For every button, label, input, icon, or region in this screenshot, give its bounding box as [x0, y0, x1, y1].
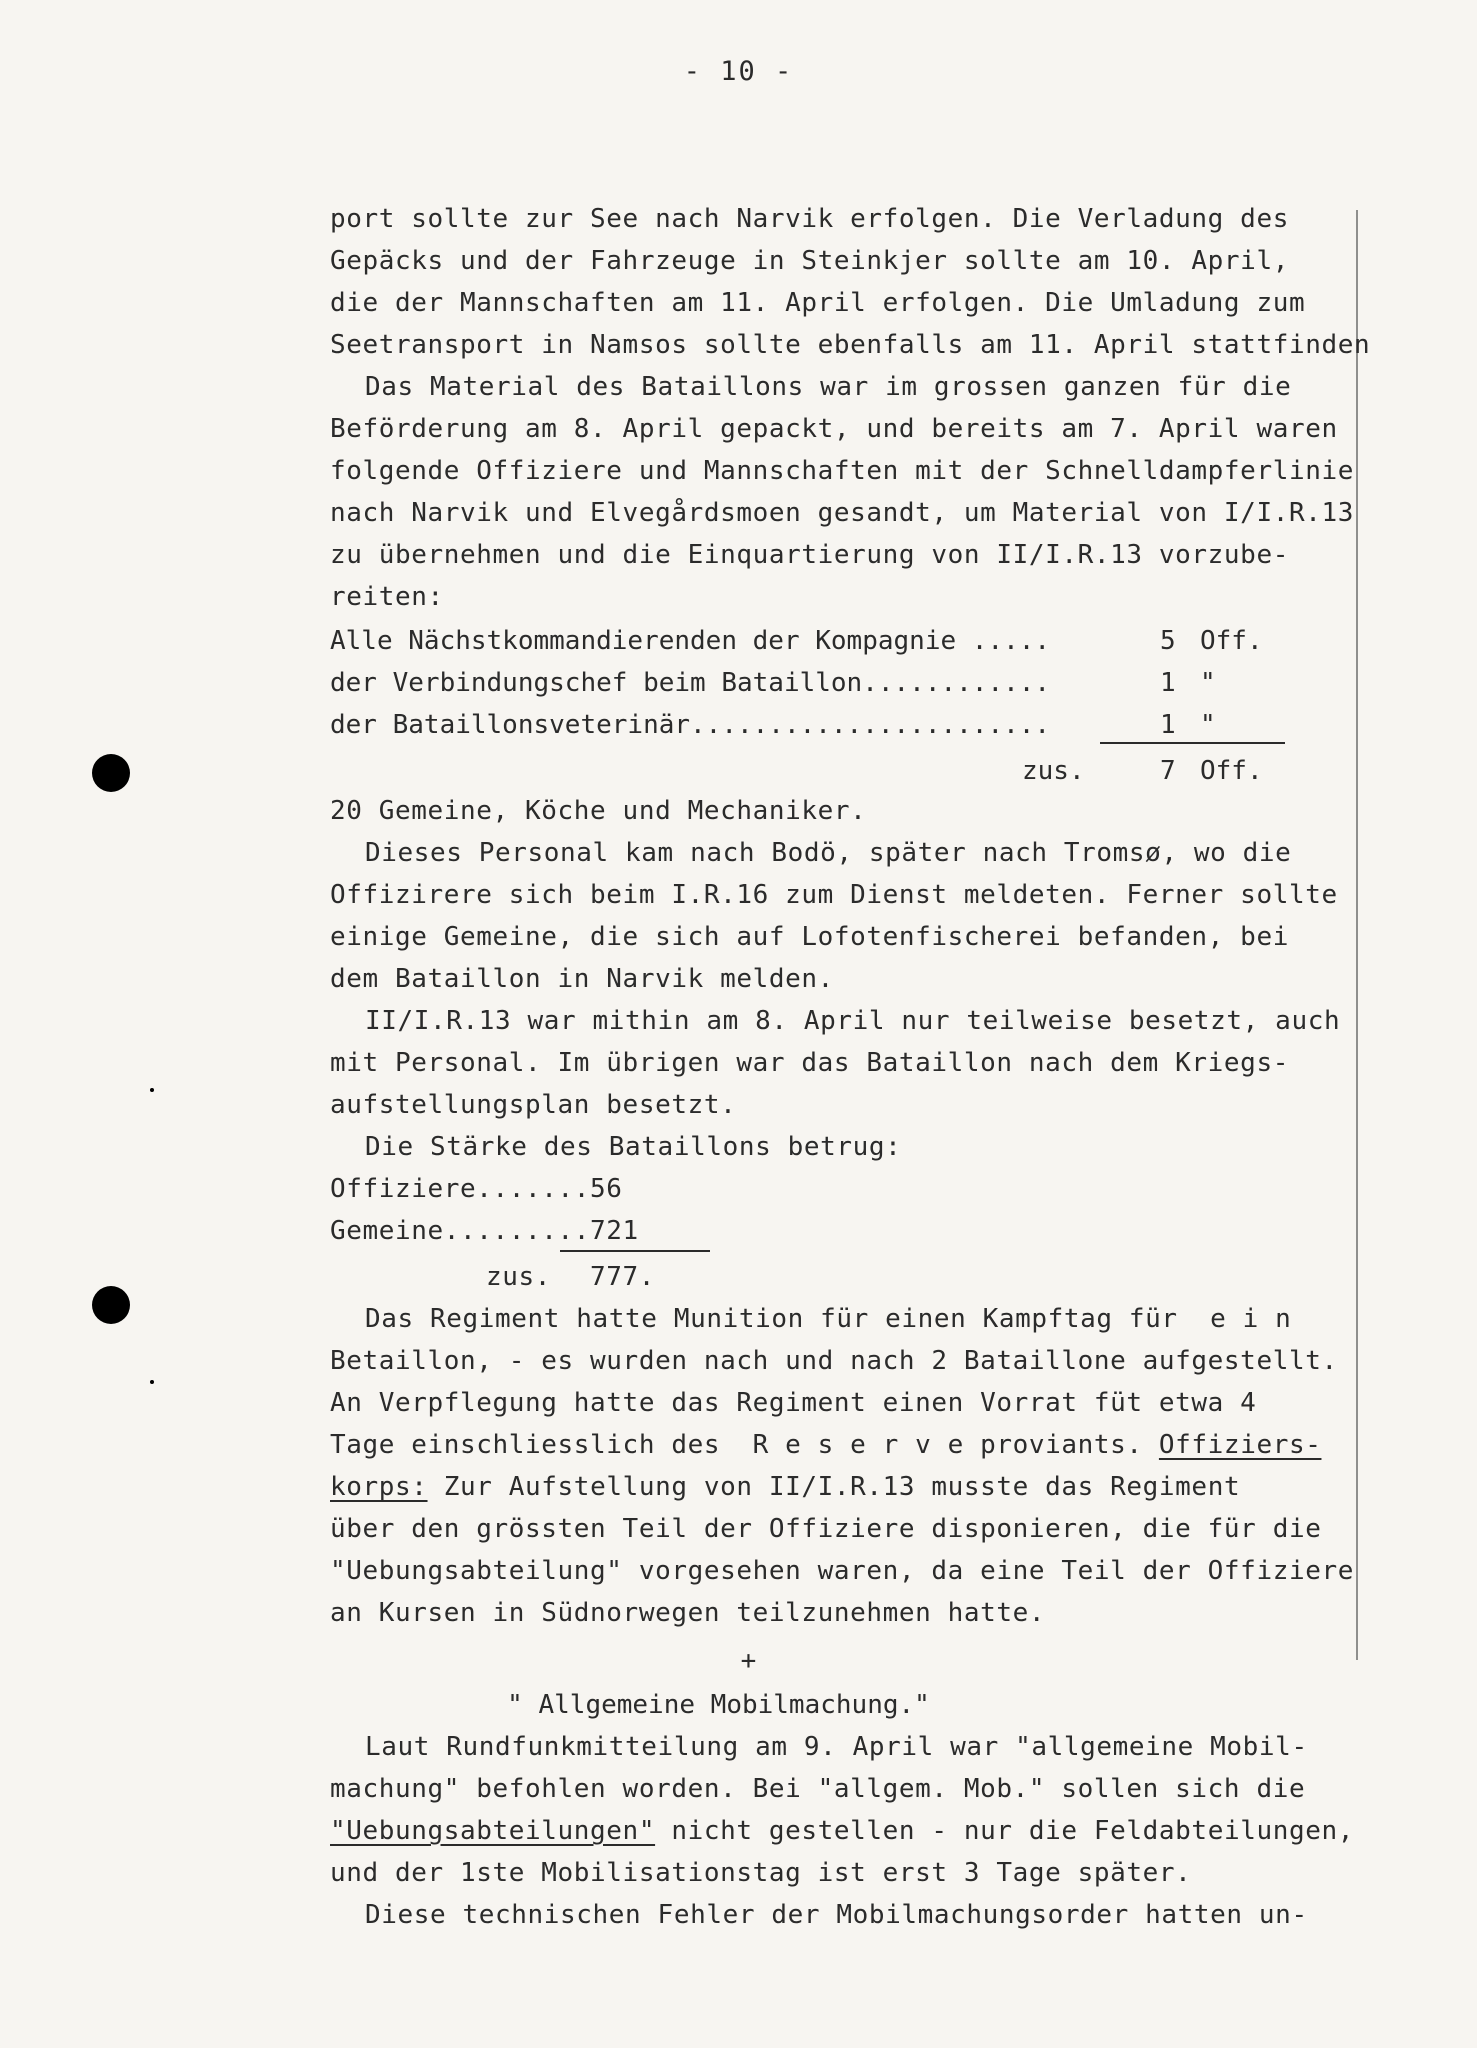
paragraph5-line [330, 1432, 1321, 1458]
paragraph6-line: Laut Rundfunkmitteilung am 9. April war "allgemeine Mobil- [365, 1732, 1308, 1762]
strength-men-value: 721 [590, 1216, 639, 1246]
paragraph5-line: an Kursen in Südnorwegen teilzunehmen hatte. [330, 1598, 1046, 1628]
paragraph1-line: Gepäcks und der Fahrzeuge in Steinkjer sollte am 10. April, [330, 246, 1289, 276]
officers-row-value: 5 [1160, 626, 1176, 656]
paragraph5-line4-text: Tage einschliesslich des R e s e r v e proviants. [330, 1430, 1159, 1460]
paragraph1-line: Seetransport in Namsos sollte ebenfalls am 11. April stattfinden [330, 330, 1371, 360]
paragraph5-line: Das Regiment hatte Munition für einen Kampftag für e i n [365, 1304, 1292, 1334]
officers-total-unit: Off. [1200, 756, 1263, 786]
officers-row-value: 1 [1160, 668, 1176, 698]
right-margin-pencil-rule [1356, 210, 1358, 1660]
paragraph5-line: An Verpflegung hatte das Regiment einen Vorrat füt etwa 4 [330, 1388, 1257, 1418]
officers-row-unit: " [1200, 668, 1216, 698]
strength-total-label: zus. [486, 1262, 552, 1292]
section-separator: + [740, 1646, 757, 1676]
uebungsabteilungen-underlined: "Uebungsabteilungen" [330, 1816, 656, 1846]
paragraph6-line: Diese technischen Fehler der Mobilmachungsorder hatten un- [365, 1900, 1308, 1930]
punch-hole [92, 754, 130, 792]
paragraph3-line: Offizirere sich beim I.R.16 zum Dienst meldeten. Ferner sollte [330, 880, 1338, 910]
officers-row-unit: " [1200, 710, 1216, 740]
officers-total-value: 7 [1160, 756, 1176, 786]
paragraph2-line: Beförderung am 8. April gepackt, und bereits am 7. April waren [330, 414, 1338, 444]
enlisted-line: 20 Gemeine, Köche und Mechaniker. [330, 796, 867, 826]
ink-speck [150, 1380, 154, 1384]
paragraph2-line: folgende Offiziere und Mannschaften mit der Schnelldampferlinie [330, 456, 1354, 486]
officers-row-value: 1 [1160, 710, 1176, 740]
paragraph3-line: Dieses Personal kam nach Bodö, später nach Tromsø, wo die [365, 838, 1292, 868]
paragraph6-line [330, 1818, 1354, 1844]
paragraph4-line: aufstellungsplan besetzt. [330, 1090, 737, 1120]
paragraph5-line [330, 1474, 1240, 1500]
paragraph6-line3-text: nicht gestellen - nur die Feldabteilungen, [655, 1816, 1354, 1846]
paragraph5-line: Betaillon, - es wurden nach und nach 2 Bataillone aufgestellt. [330, 1346, 1338, 1376]
paragraph6-line: machung" befohlen worden. Bei "allgem. Mob." sollen sich die [330, 1774, 1306, 1804]
paragraph2-line: zu übernehmen und die Einquartierung von II/I.R.13 vorzube- [330, 540, 1289, 570]
strength-officers-label: Offiziere....... [330, 1174, 591, 1204]
officers-row-label: Alle Nächstkommandierenden der Kompagnie ..... [330, 626, 1051, 656]
strength-total-value: 777. [590, 1262, 656, 1292]
punch-hole [92, 1286, 130, 1324]
paragraph5-line: "Uebungsabteilung" vorgesehen waren, da eine Teil der Offiziere [330, 1556, 1354, 1586]
offiziers-korps-heading-part1: Offiziers- [1158, 1430, 1322, 1460]
paragraph1-line: port sollte zur See nach Narvik erfolgen. Die Verladung des [330, 204, 1289, 234]
officers-row-label: der Verbindungschef beim Bataillon............ [330, 668, 1051, 698]
officers-sum-rule [1100, 742, 1285, 744]
strength-men-label: Gemeine......... [330, 1216, 591, 1246]
paragraph3-line: einige Gemeine, die sich auf Lofotenfischerei befanden, bei [330, 922, 1289, 952]
strength-sum-rule [560, 1250, 710, 1252]
strength-intro: Die Stärke des Bataillons betrug: [365, 1132, 902, 1162]
paragraph4-line: II/I.R.13 war mithin am 8. April nur teilweise besetzt, auch [365, 1006, 1341, 1036]
officers-row-label: der Bataillonsveterinär....................... [330, 710, 1051, 740]
paragraph2-line: nach Narvik und Elvegårdsmoen gesandt, um Material von I/I.R.13 [330, 498, 1354, 528]
paragraph6-line: und der 1ste Mobilisationstag ist erst 3 Tage später. [330, 1858, 1192, 1888]
officers-total-label: zus. [1022, 756, 1085, 786]
paragraph2-line: reiten: [330, 582, 444, 612]
officers-row-unit: Off. [1200, 626, 1263, 656]
page-number: - 10 - [683, 56, 794, 87]
paragraph5-line: über den grössten Teil der Offiziere disponieren, die für die [330, 1514, 1322, 1544]
strength-officers-value: 56 [590, 1174, 623, 1204]
paragraph4-line: mit Personal. Im übrigen war das Bataillon nach dem Kriegs- [330, 1048, 1289, 1078]
paragraph1-line: die der Mannschaften am 11. April erfolgen. Die Umladung zum [330, 288, 1306, 318]
section-heading: " Allgemeine Mobilmachung." [507, 1690, 930, 1720]
offiziers-korps-heading-part2: korps: [330, 1472, 428, 1502]
ink-speck [150, 1088, 154, 1092]
paragraph5-line5-text: Zur Aufstellung von II/I.R.13 musste das Regiment [427, 1472, 1241, 1502]
paragraph2-line: Das Material des Bataillons war im grossen ganzen für die [365, 372, 1292, 402]
paragraph3-line: dem Bataillon in Narvik melden. [330, 964, 834, 994]
